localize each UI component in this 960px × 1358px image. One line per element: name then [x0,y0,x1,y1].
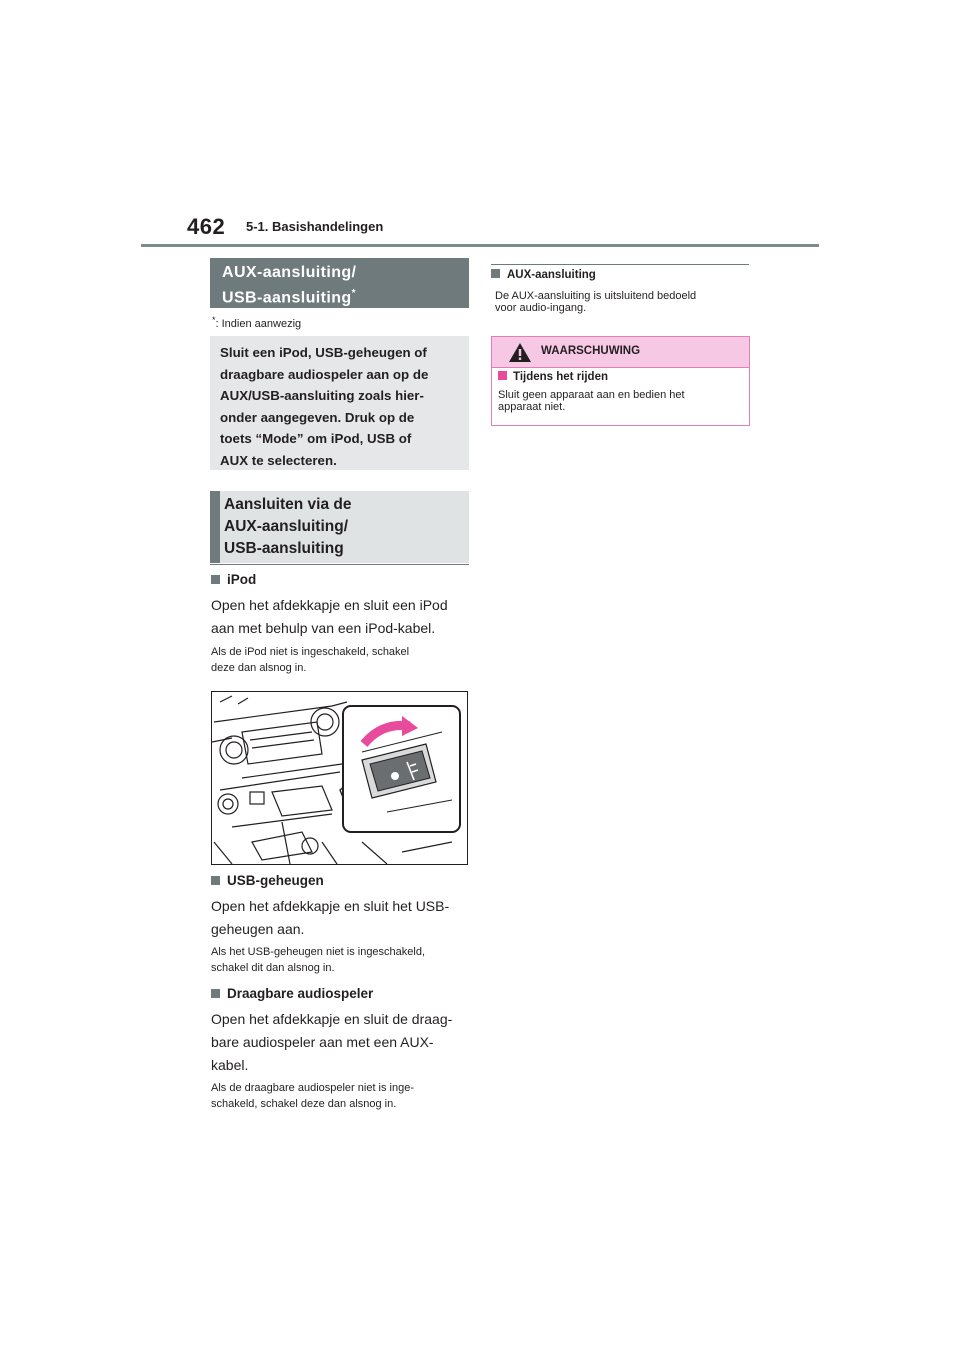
portable-title: Draagbare audiospeler [227,986,374,1001]
usb-body-line: geheugen aan. [211,921,305,937]
sub-heading-line: AUX-aansluiting/ [224,518,349,535]
portable-body-line: bare audiospeler aan met een AUX- [211,1034,434,1050]
usb-note [211,944,471,976]
footnote [212,315,302,330]
ipod-note-line: Als de iPod niet is ingeschakeld, schakel [211,646,410,658]
page-number: 462 [187,214,226,239]
warning-title: WAARSCHUWING [541,345,641,357]
square-bullet-icon [211,989,220,998]
footnote-marker: * [351,288,356,299]
intro-line: AUX te selecteren. [220,452,337,468]
aux-text [495,290,750,314]
square-bullet-icon [211,876,220,885]
console-illustration [211,691,468,865]
aux-title: AUX-aansluiting [507,269,596,281]
usb-body-line: Open het afdekkapje en sluit het USB- [211,898,450,914]
ipod-body-line: aan met behulp van een iPod-kabel. [211,620,436,636]
aux-heading [491,269,596,281]
main-heading-line2 [222,283,469,308]
intro-line: AUX/USB-aansluiting zoals hier- [220,388,424,404]
usb-title: USB-geheugen [227,873,324,888]
warning-subtitle-text: Tijdens het rijden [513,371,608,383]
intro-line: Sluit een iPod, USB-geheugen of [220,345,427,360]
console-illustration-svg [212,692,467,864]
header-divider [141,244,819,247]
portable-note [211,1080,471,1112]
callout-zoom [340,706,460,832]
aux-rule [491,264,749,265]
sub-heading-rule [210,564,469,565]
intro-line: draagbare audiospeler aan op de [220,366,429,382]
usb-heading [211,873,324,888]
intro-line: toets “Mode” om iPod, USB of [220,431,412,447]
main-heading-line1: AUX-aansluiting/ [222,264,357,281]
ipod-heading [211,572,256,587]
ipod-title: iPod [227,572,257,587]
square-bullet-icon [498,371,507,380]
ipod-body-line: Open het afdekkapje en sluit een iPod [211,597,448,613]
warning-header [492,337,749,368]
warning-triangle-icon [508,342,532,363]
aux-text-line: voor audio-ingang. [495,302,587,314]
warning-subtitle [498,371,608,383]
portable-body [211,1008,471,1077]
intro-box [210,336,469,470]
portable-body-line: kabel. [211,1057,249,1073]
sub-heading-line: USB-aansluiting [224,540,344,557]
aux-text-line: De AUX-aansluiting is uitsluitend bedoeld [495,290,697,302]
ipod-body [211,594,471,640]
main-heading [210,258,469,308]
warning-text-line: Sluit geen apparaat aan en bedien het [498,389,685,401]
warning-text-line: apparaat niet. [498,401,566,413]
portable-note-line: schakeld, schakel deze dan alsnog in. [211,1098,397,1110]
square-bullet-icon [211,575,220,584]
sub-heading-line: Aansluiten via de [224,496,352,513]
sub-heading [210,491,469,563]
section-title: 5-1. Basishandelingen [246,219,384,234]
portable-note-line: Als de draagbare audiospeler niet is inge- [211,1082,415,1094]
portable-body-line: Open het afdekkapje en sluit de draag- [211,1011,453,1027]
ipod-note-line: deze dan alsnog in. [211,662,307,674]
main-heading-line2-text: USB-aansluiting [222,289,352,307]
footnote-asterisk: * [212,315,216,325]
ipod-note [211,644,471,676]
usb-body [211,895,471,941]
warning-text [498,389,743,413]
footnote-text: : Indien aanwezig [215,318,302,330]
warning-box [491,336,750,426]
square-bullet-icon [491,269,500,278]
intro-line: onder aangegeven. Druk op de [220,409,415,425]
portable-heading [211,986,373,1001]
usb-note-line: Als het USB-geheugen niet is ingeschakeld, [211,946,426,958]
usb-note-line: schakel dit dan alsnog in. [211,962,335,974]
